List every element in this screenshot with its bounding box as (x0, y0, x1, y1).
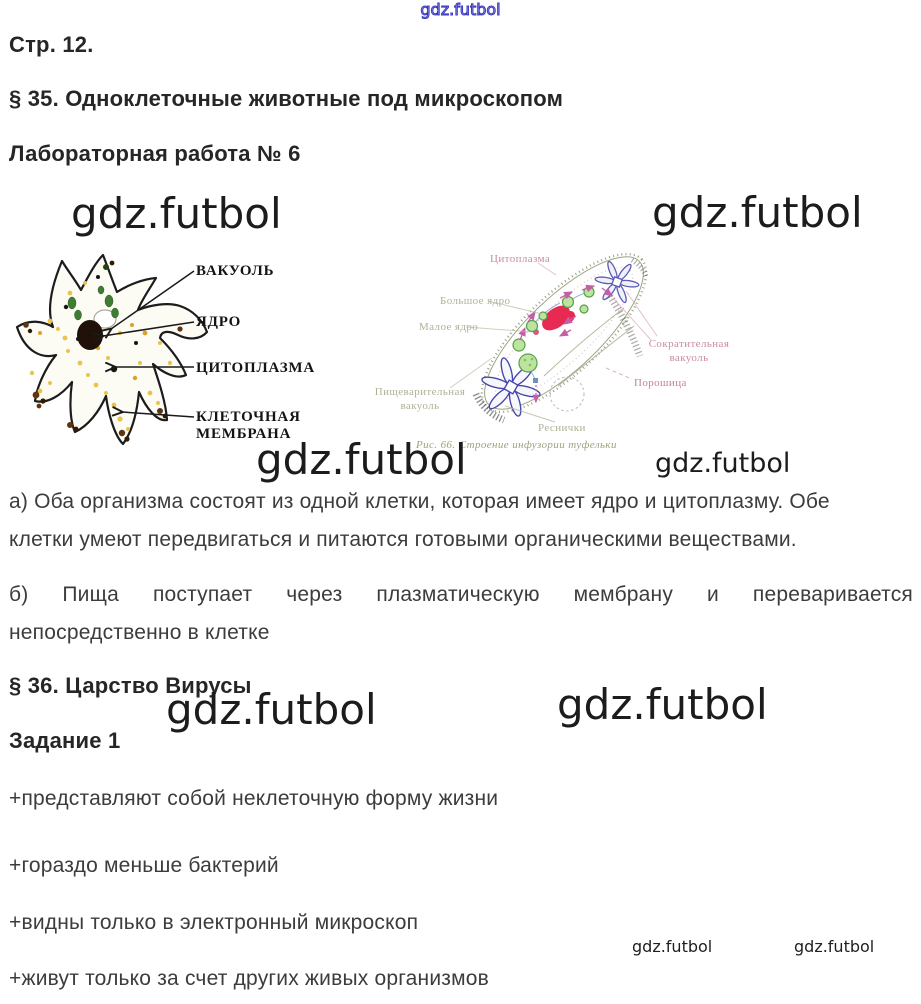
amoeba-label-cytoplasm: ЦИТОПЛАЗМА (196, 360, 316, 376)
answer-b-line1: б) Пища поступает через плазматическую мембрану и переваривается (9, 583, 913, 606)
answer-a-line2: клетки умеют передвигаться и питаются готовыми органическими веществами. (9, 528, 797, 551)
watermark: gdz.futbol (166, 685, 377, 734)
answer-b-line2: непосредственно в клетке (9, 621, 270, 644)
amoeba-label-membrane-line2: МЕМБРАНА (196, 425, 292, 442)
amoeba-label-nucleus: ЯДРО (196, 314, 242, 330)
watermark-top: gdz.futbol (420, 0, 501, 19)
loop-circle (550, 377, 584, 411)
amoeba-label-vacuole: ВАКУОЛЬ (196, 263, 275, 279)
section-35-heading: § 35. Одноклеточные животные под микроскопом (9, 86, 564, 111)
infusoria-label-contractile-vacuole (636, 337, 742, 365)
infusoria-figure (370, 246, 795, 461)
contractile-line2: вакуоль (669, 352, 709, 364)
watermark: gdz.futbol (256, 435, 467, 484)
digestive-line2: вакуоль (400, 400, 440, 412)
answer-b (9, 576, 913, 652)
watermark: gdz.futbol (71, 189, 282, 238)
page-number-heading: Стр. 12. (9, 32, 94, 57)
watermark: gdz.futbol (655, 448, 791, 479)
virus-option-4: +живут только за счет других живых организмов (9, 967, 489, 990)
lab-work-heading: Лабораторная работа № 6 (9, 141, 301, 166)
infusoria-label-anal-pore: Порошица (634, 377, 687, 389)
watermark: gdz.futbol (632, 937, 713, 956)
infusoria-label-cytoplasm: Цитоплазма (490, 253, 551, 265)
answer-a (9, 483, 913, 559)
task-1-heading: Задание 1 (9, 728, 121, 753)
watermark: gdz.futbol (652, 188, 863, 237)
infusoria-label-small-nucleus: Малое ядро (419, 321, 479, 333)
watermark: gdz.futbol (794, 937, 875, 956)
amoeba-label-membrane-line1: КЛЕТОЧНАЯ (196, 409, 301, 425)
contractile-line1: Сократительная (648, 338, 730, 350)
figure-caption: Рис. 66. Строение инфузории туфельки (416, 439, 617, 451)
infusoria-label-cilia: Реснички (538, 422, 586, 434)
infusoria-label-digestive-vacuole (370, 385, 470, 413)
virus-option-1: +представляют собой неклеточную форму жизни (9, 787, 499, 810)
amoeba-figure (10, 243, 322, 451)
virus-option-3: +видны только в электронный микроскоп (9, 911, 419, 934)
digestive-line1: Пищеварительная (374, 386, 466, 398)
answer-a-line1: а) Оба организма состоят из одной клетки, которая имеет ядро и цитоплазму. Обе (9, 490, 830, 513)
virus-option-2: +гораздо меньше бактерий (9, 854, 279, 877)
watermark: gdz.futbol (557, 680, 768, 729)
section-36-heading: § 36. Царство Вирусы (9, 673, 252, 698)
infusoria-label-big-nucleus: Большое ядро (440, 295, 511, 307)
path-node (533, 378, 538, 383)
nucleus-shape (77, 320, 103, 350)
